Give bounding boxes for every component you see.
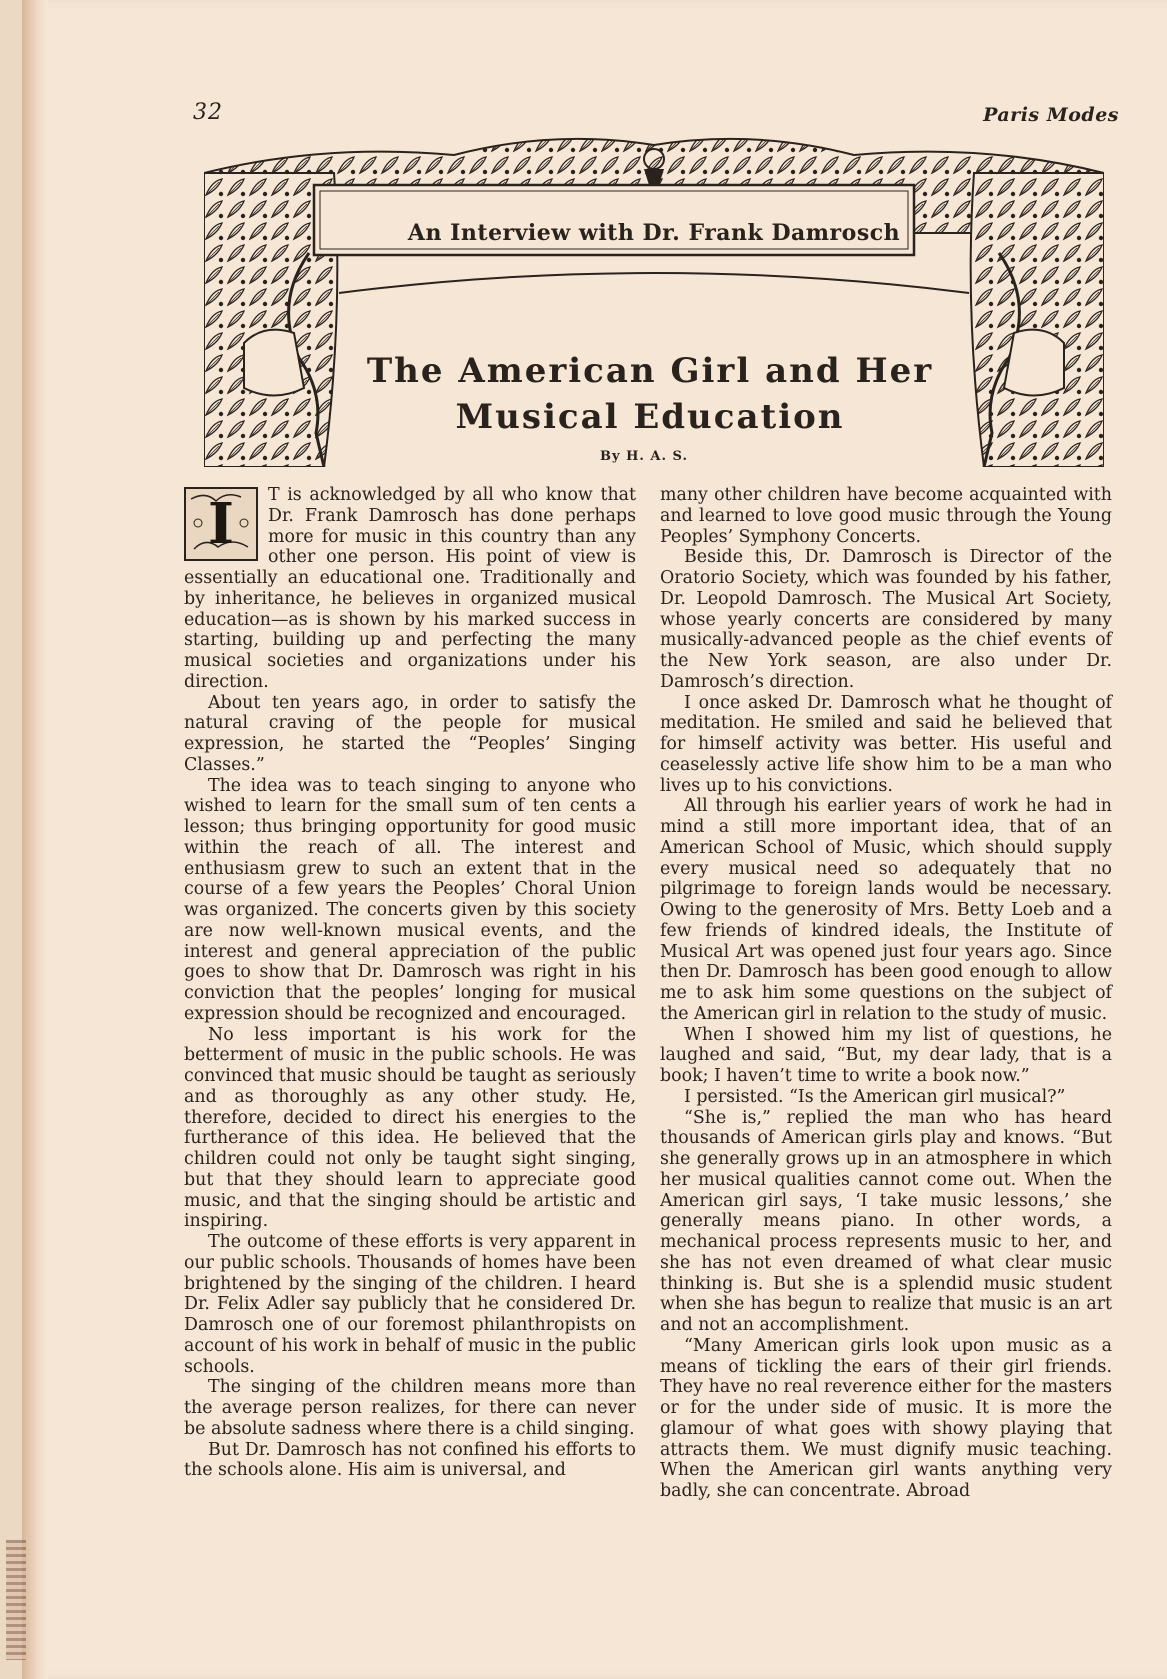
- paragraph: T is acknowledged by all who know that Dr. Frank Damrosch has done perhaps more for music in this country than any other one person. His point of view is essentially an educational one. Traditionally and by inheritance, he believes in organized musical education—as is shown by his marked success in starting, building up and perfecting the many musical societies and organizations under his direction.: [184, 485, 636, 692]
- paragraph: The outcome of these efforts is very apparent in our public schools. Thousands of homes have been brightened by the singing of the children. I heard Dr. Felix Adler say publicly that he considered Dr. Damrosch one of our foremost philanthropists on account of his work in behalf of music in the public schools.: [184, 1232, 636, 1377]
- binding-threads: [6, 1540, 26, 1660]
- paragraph: The idea was to teach singing to anyone who wished to learn for the small sum of ten cents a lesson; thus bringing opportunity for good music within the reach of all. The interest and enthusiasm grew to such an extent that in the course of a few years the Peoples’ Choral Union was organized. The concerts given by this society are now well-known musical events, and the interest and general appreciation of the public goes to show that Dr. Damrosch was right in his conviction that the peoples’ longing for musical expression should be recognized and encouraged.: [184, 775, 636, 1024]
- title-line-2: Musical Education: [455, 397, 845, 437]
- paragraph: But Dr. Damrosch has not confined his efforts to the schools alone. His aim is universal, and: [184, 1439, 636, 1481]
- page-edge: [22, 0, 48, 1679]
- article-title: [340, 348, 960, 440]
- right-column: [660, 485, 1112, 1502]
- paragraph: The singing of the children means more than the average person realizes, for there can never be absolute sadness where there is a child singing.: [184, 1377, 636, 1439]
- paragraph: “She is,” replied the man who has heard thousands of American girls play and knows. “But she generally grows up in an atmosphere in which her musical qualities cannot come out. When the American girl says, ‘I take music lessons,’ she generally means piano. In other words, a mechanical process represents music to her, and she has not even dreamed of what clear music thinking is. But she is a splendid music student when she has begun to realize that music is an art and not an accomplishment.: [660, 1107, 1112, 1335]
- paragraph: many other children have become acquainted with and learned to love good music through the Young Peoples’ Symphony Concerts.: [660, 485, 1112, 547]
- drop-cap-letter: I: [207, 491, 235, 557]
- paragraph: I once asked Dr. Damrosch what he thought of meditation. He smiled and said he believed that for himself activity was better. His useful and ceaselessly active life show him to be a man who lives up to his convictions.: [660, 692, 1112, 796]
- paragraph: All through his earlier years of work he had in mind a still more important idea, that of an American School of Music, which should supply every musical need so adequately that no pilgrimage to foreign lands would be necessary. Owing to the generosity of Mrs. Betty Loeb and a few friends of kindred ideals, the Institute of Musical Art was opened just four years ago. Since then Dr. Damrosch has been good enough to allow me to ask him some questions on the subject of the American girl in relation to the study of music.: [660, 796, 1112, 1024]
- running-head: Paris Modes: [983, 104, 1119, 126]
- paragraph: No less important is his work for the betterment of music in the public schools. He was convinced that music should be taught as seriously and as thoroughly as any other study. He, therefore, decided to direct his energies to the furtherance of this idea. He believed that the children could not only be taught sight singing, but that they should learn to appreciate good music, and that the singing should be artistic and inspiring.: [184, 1024, 636, 1232]
- left-column: [184, 485, 636, 1481]
- paragraph: When I showed him my list of questions, he laughed and said, “But, my dear lady, that is a book; I haven’t time to write a book now.”: [660, 1024, 1112, 1086]
- paragraph: I persisted. “Is the American girl musical?”: [684, 1086, 1066, 1107]
- drop-cap: [184, 487, 258, 561]
- paragraph: About ten years ago, in order to satisfy the natural craving of the people for musical expression, he started the “Peoples’ Singing Classes.”: [184, 692, 636, 775]
- title-line-1: The American Girl and Her: [366, 351, 934, 391]
- paragraph: “Many American girls look upon music as a means of tickling the ears of their girl friends. They have no real reverence either for the masters or for the under side of music. It is more the glamour of what goes with showy playing that attracts them. We must dignify music teaching. When the American girl wants anything very badly, she can concentrate. Abroad: [660, 1335, 1112, 1501]
- article-subtitle: An Interview with Dr. Frank Damrosch: [407, 220, 901, 246]
- byline: By H. A. S.: [600, 449, 688, 464]
- paragraph: Beside this, Dr. Damrosch is Director of the Oratorio Society, which was founded by his father, Dr. Leopold Damrosch. The Musical Art Society, whose yearly concerts are considered by many musically-advanced people as the chief events of the New York season, are also under Dr. Damrosch’s direction.: [660, 547, 1112, 692]
- page-number: 32: [193, 100, 223, 125]
